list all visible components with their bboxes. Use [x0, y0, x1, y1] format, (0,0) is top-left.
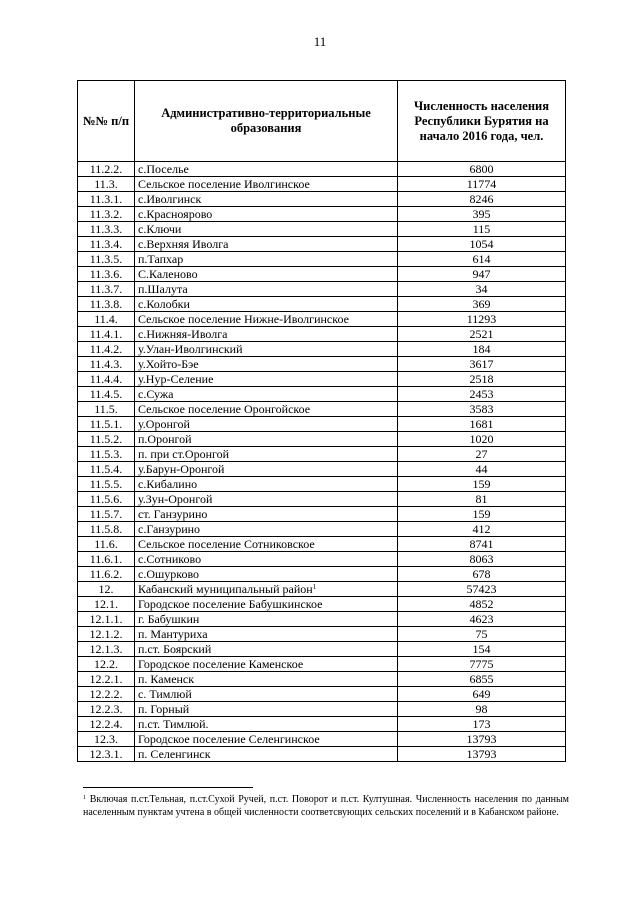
- table-row: [78, 432, 566, 447]
- row-number: 11.5.2.: [78, 432, 135, 447]
- row-population: 7775: [398, 657, 566, 672]
- table-row: [78, 222, 566, 237]
- row-population: 154: [398, 642, 566, 657]
- row-number: 11.4.3.: [78, 357, 135, 372]
- row-number: 12.2.2.: [78, 687, 135, 702]
- row-number: 11.6.1.: [78, 552, 135, 567]
- row-name: с.Сужа: [138, 386, 174, 401]
- table-row: [78, 492, 566, 507]
- row-number: 11.5.: [78, 402, 135, 417]
- row-number: 11.3.3.: [78, 222, 135, 237]
- header-population: Численность населения Республики Бурятия на начало 2016 года, чел.: [398, 81, 566, 162]
- row-population: 159: [398, 507, 566, 522]
- row-population: 13793: [398, 747, 566, 762]
- row-population: 44: [398, 462, 566, 477]
- row-name: п. Каменск: [138, 671, 195, 686]
- row-number: 12.2.: [78, 657, 135, 672]
- row-name: г. Бабушкин: [138, 611, 200, 626]
- row-population: 184: [398, 342, 566, 357]
- table-row: [78, 447, 566, 462]
- row-name-cell: [135, 642, 398, 657]
- row-name: с.Нижняя-Иволга: [138, 326, 228, 341]
- table-row: [78, 177, 566, 192]
- row-population: 1020: [398, 432, 566, 447]
- row-population: 75: [398, 627, 566, 642]
- row-number: 11.3.6.: [78, 267, 135, 282]
- table-row: [78, 672, 566, 687]
- table-row: [78, 162, 566, 177]
- row-population: 13793: [398, 732, 566, 747]
- row-name: С.Каленово: [138, 266, 198, 281]
- row-number: 11.4.1.: [78, 327, 135, 342]
- row-number: 12.1.1.: [78, 612, 135, 627]
- row-number: 11.6.: [78, 537, 135, 552]
- table-row: [78, 537, 566, 552]
- row-number: 11.3.4.: [78, 237, 135, 252]
- row-name-cell: [135, 612, 398, 627]
- row-name: п.Шалута: [138, 281, 188, 296]
- row-name-cell: [135, 252, 398, 267]
- row-name-cell: [135, 477, 398, 492]
- row-name-cell: [135, 702, 398, 717]
- table-row: [78, 642, 566, 657]
- row-population: 395: [398, 207, 566, 222]
- row-name: у.Хойто-Бэе: [138, 356, 199, 371]
- table-row: [78, 297, 566, 312]
- row-name-cell: [135, 312, 398, 327]
- row-name: Кабанский муниципальный район: [138, 581, 313, 596]
- row-number: 11.3.8.: [78, 297, 135, 312]
- table-row: [78, 747, 566, 762]
- row-name-cell: [135, 537, 398, 552]
- table-row: [78, 687, 566, 702]
- row-number: 11.4.2.: [78, 342, 135, 357]
- table-row: [78, 627, 566, 642]
- row-name-cell: [135, 507, 398, 522]
- row-population: 614: [398, 252, 566, 267]
- row-name-cell: [135, 732, 398, 747]
- table-row: [78, 387, 566, 402]
- row-population: 4852: [398, 597, 566, 612]
- header-name: Административно-территориальные образования: [135, 81, 398, 162]
- row-name: п.ст. Тимлюй.: [138, 716, 209, 731]
- table-row: [78, 717, 566, 732]
- row-name-cell: [135, 402, 398, 417]
- row-population: 34: [398, 282, 566, 297]
- row-name: с.Поселье: [138, 161, 189, 176]
- row-name: с.Ганзурино: [138, 521, 201, 536]
- row-population: 3617: [398, 357, 566, 372]
- row-name-cell: [135, 627, 398, 642]
- footnote: [83, 793, 569, 819]
- row-number: 11.4.: [78, 312, 135, 327]
- footnote-marker: 1: [83, 795, 86, 801]
- row-name: Городское поселение Селенгинское: [138, 731, 320, 746]
- header-number: №№ п/п: [78, 81, 135, 162]
- row-number: 12.: [78, 582, 135, 597]
- footnote-ref: 1: [312, 582, 317, 591]
- row-population: 412: [398, 522, 566, 537]
- row-number: 11.2.2.: [78, 162, 135, 177]
- row-name-cell: [135, 747, 398, 762]
- row-population: 173: [398, 717, 566, 732]
- row-name-cell: [135, 597, 398, 612]
- table-row: [78, 192, 566, 207]
- row-name-cell: [135, 177, 398, 192]
- table-row: [78, 732, 566, 747]
- row-name-cell: [135, 357, 398, 372]
- table-row: [78, 327, 566, 342]
- table-row: [78, 372, 566, 387]
- row-name: Сельское поселение Иволгинское: [138, 176, 310, 191]
- row-population: 2518: [398, 372, 566, 387]
- population-table: [77, 80, 566, 762]
- row-name: у.Оронгой: [138, 416, 190, 431]
- row-number: 11.5.5.: [78, 477, 135, 492]
- row-name-cell: [135, 447, 398, 462]
- table-row: [78, 207, 566, 222]
- row-population: 8741: [398, 537, 566, 552]
- table-row: [78, 657, 566, 672]
- row-name: п. Селенгинск: [138, 746, 211, 761]
- row-number: 12.3.1.: [78, 747, 135, 762]
- row-name-cell: [135, 297, 398, 312]
- row-population: 2521: [398, 327, 566, 342]
- row-number: 12.3.: [78, 732, 135, 747]
- row-number: 11.3.: [78, 177, 135, 192]
- row-number: 11.5.1.: [78, 417, 135, 432]
- row-name: Сельское поселение Оронгойское: [138, 401, 311, 416]
- table-row: [78, 237, 566, 252]
- row-name-cell: [135, 522, 398, 537]
- row-name: у.Нур-Селение: [138, 371, 214, 386]
- table-row: [78, 522, 566, 537]
- row-name: п. Мантуриха: [138, 626, 208, 641]
- table-row: [78, 552, 566, 567]
- row-name: Городское поселение Каменское: [138, 656, 304, 671]
- row-name-cell: [135, 657, 398, 672]
- row-number: 12.2.1.: [78, 672, 135, 687]
- table-row: [78, 312, 566, 327]
- row-number: 11.3.1.: [78, 192, 135, 207]
- row-name: у.Улан-Иволгинский: [138, 341, 243, 356]
- table-row: [78, 597, 566, 612]
- row-name-cell: [135, 327, 398, 342]
- row-name: с.Сотниково: [138, 551, 202, 566]
- row-number: 12.1.2.: [78, 627, 135, 642]
- row-population: 649: [398, 687, 566, 702]
- table-row: [78, 342, 566, 357]
- row-number: 11.5.8.: [78, 522, 135, 537]
- row-population: 81: [398, 492, 566, 507]
- footnote-text: Включая п.ст.Тельная, п.ст.Сухой Ручей, п.ст. Поворот и п.ст. Култушная. Численность населения по данным населенным пунктам учтена в общей численности соответсвующих сельских поселений и в Кабанском районе.: [83, 794, 570, 818]
- row-name: с.Иволгинск: [138, 191, 202, 206]
- table-row: [78, 507, 566, 522]
- row-population: 11293: [398, 312, 566, 327]
- row-name: с.Красноярово: [138, 206, 213, 221]
- row-name: с.Верхняя Иволга: [138, 236, 229, 251]
- row-name: п.ст. Боярский: [138, 641, 212, 656]
- row-name-cell: [135, 237, 398, 252]
- row-name: Сельское поселение Нижне-Иволгинское: [138, 311, 349, 326]
- row-name-cell: [135, 492, 398, 507]
- row-name: п.Оронгой: [138, 431, 192, 446]
- row-name: с.Кибалино: [138, 476, 198, 491]
- table-row: [78, 702, 566, 717]
- row-name-cell: [135, 222, 398, 237]
- row-population: 11774: [398, 177, 566, 192]
- row-name: п.Тапхар: [138, 251, 184, 266]
- row-population: 8246: [398, 192, 566, 207]
- row-number: 11.3.2.: [78, 207, 135, 222]
- row-name-cell: [135, 672, 398, 687]
- row-name-cell: [135, 432, 398, 447]
- row-name-cell: [135, 267, 398, 282]
- row-number: 12.2.3.: [78, 702, 135, 717]
- table-row: [78, 252, 566, 267]
- row-name: с. Тимлюй: [138, 686, 192, 701]
- row-population: 57423: [398, 582, 566, 597]
- row-name-cell: [135, 687, 398, 702]
- table-row: [78, 417, 566, 432]
- table-row: [78, 477, 566, 492]
- row-name-cell: [135, 282, 398, 297]
- row-name: ст. Ганзурино: [138, 506, 208, 521]
- table-row: [78, 402, 566, 417]
- table-body: [78, 162, 566, 762]
- row-population: 98: [398, 702, 566, 717]
- row-name: Городское поселение Бабушкинское: [138, 596, 323, 611]
- row-name: с.Ошурково: [138, 566, 200, 581]
- row-name-cell: [135, 567, 398, 582]
- row-name-cell: [135, 717, 398, 732]
- row-name: с.Ключи: [138, 221, 182, 236]
- row-name: п. при ст.Оронгой: [138, 446, 230, 461]
- row-number: 11.5.6.: [78, 492, 135, 507]
- row-number: 11.3.5.: [78, 252, 135, 267]
- row-name-cell: [135, 342, 398, 357]
- table-row: [78, 567, 566, 582]
- row-population: 8063: [398, 552, 566, 567]
- table-row: [78, 582, 566, 597]
- row-name: у.Зун-Оронгой: [138, 491, 213, 506]
- row-number: 11.5.7.: [78, 507, 135, 522]
- row-number: 12.1.3.: [78, 642, 135, 657]
- row-number: 11.3.7.: [78, 282, 135, 297]
- table-row: [78, 612, 566, 627]
- row-number: 12.1.: [78, 597, 135, 612]
- row-number: 11.4.5.: [78, 387, 135, 402]
- row-population: 27: [398, 447, 566, 462]
- row-number: 11.4.4.: [78, 372, 135, 387]
- table-row: [78, 282, 566, 297]
- row-population: 1054: [398, 237, 566, 252]
- row-population: 678: [398, 567, 566, 582]
- row-name-cell: [135, 387, 398, 402]
- row-population: 2453: [398, 387, 566, 402]
- row-name: Сельское поселение Сотниковское: [138, 536, 315, 551]
- table-row: [78, 357, 566, 372]
- page-number: 11: [313, 34, 327, 49]
- row-name-cell: [135, 552, 398, 567]
- row-population: 115: [398, 222, 566, 237]
- table-row: [78, 462, 566, 477]
- row-name-cell: [135, 372, 398, 387]
- row-number: 11.6.2.: [78, 567, 135, 582]
- row-population: 947: [398, 267, 566, 282]
- table-row: [78, 267, 566, 282]
- row-population: 6800: [398, 162, 566, 177]
- row-name: п. Горный: [138, 701, 190, 716]
- row-name-cell: [135, 582, 398, 597]
- row-name: у.Барун-Оронгой: [138, 461, 225, 476]
- row-name-cell: [135, 162, 398, 177]
- row-number: 11.5.4.: [78, 462, 135, 477]
- row-number: 12.2.4.: [78, 717, 135, 732]
- footnote-divider: [83, 787, 253, 788]
- row-name-cell: [135, 462, 398, 477]
- row-population: 1681: [398, 417, 566, 432]
- row-population: 6855: [398, 672, 566, 687]
- row-population: 3583: [398, 402, 566, 417]
- row-number: 11.5.3.: [78, 447, 135, 462]
- row-name-cell: [135, 192, 398, 207]
- row-name-cell: [135, 207, 398, 222]
- row-population: 369: [398, 297, 566, 312]
- row-name-cell: [135, 417, 398, 432]
- row-population: 4623: [398, 612, 566, 627]
- row-population: 159: [398, 477, 566, 492]
- row-name: с.Колобки: [138, 296, 190, 311]
- table-header-row: [78, 81, 566, 162]
